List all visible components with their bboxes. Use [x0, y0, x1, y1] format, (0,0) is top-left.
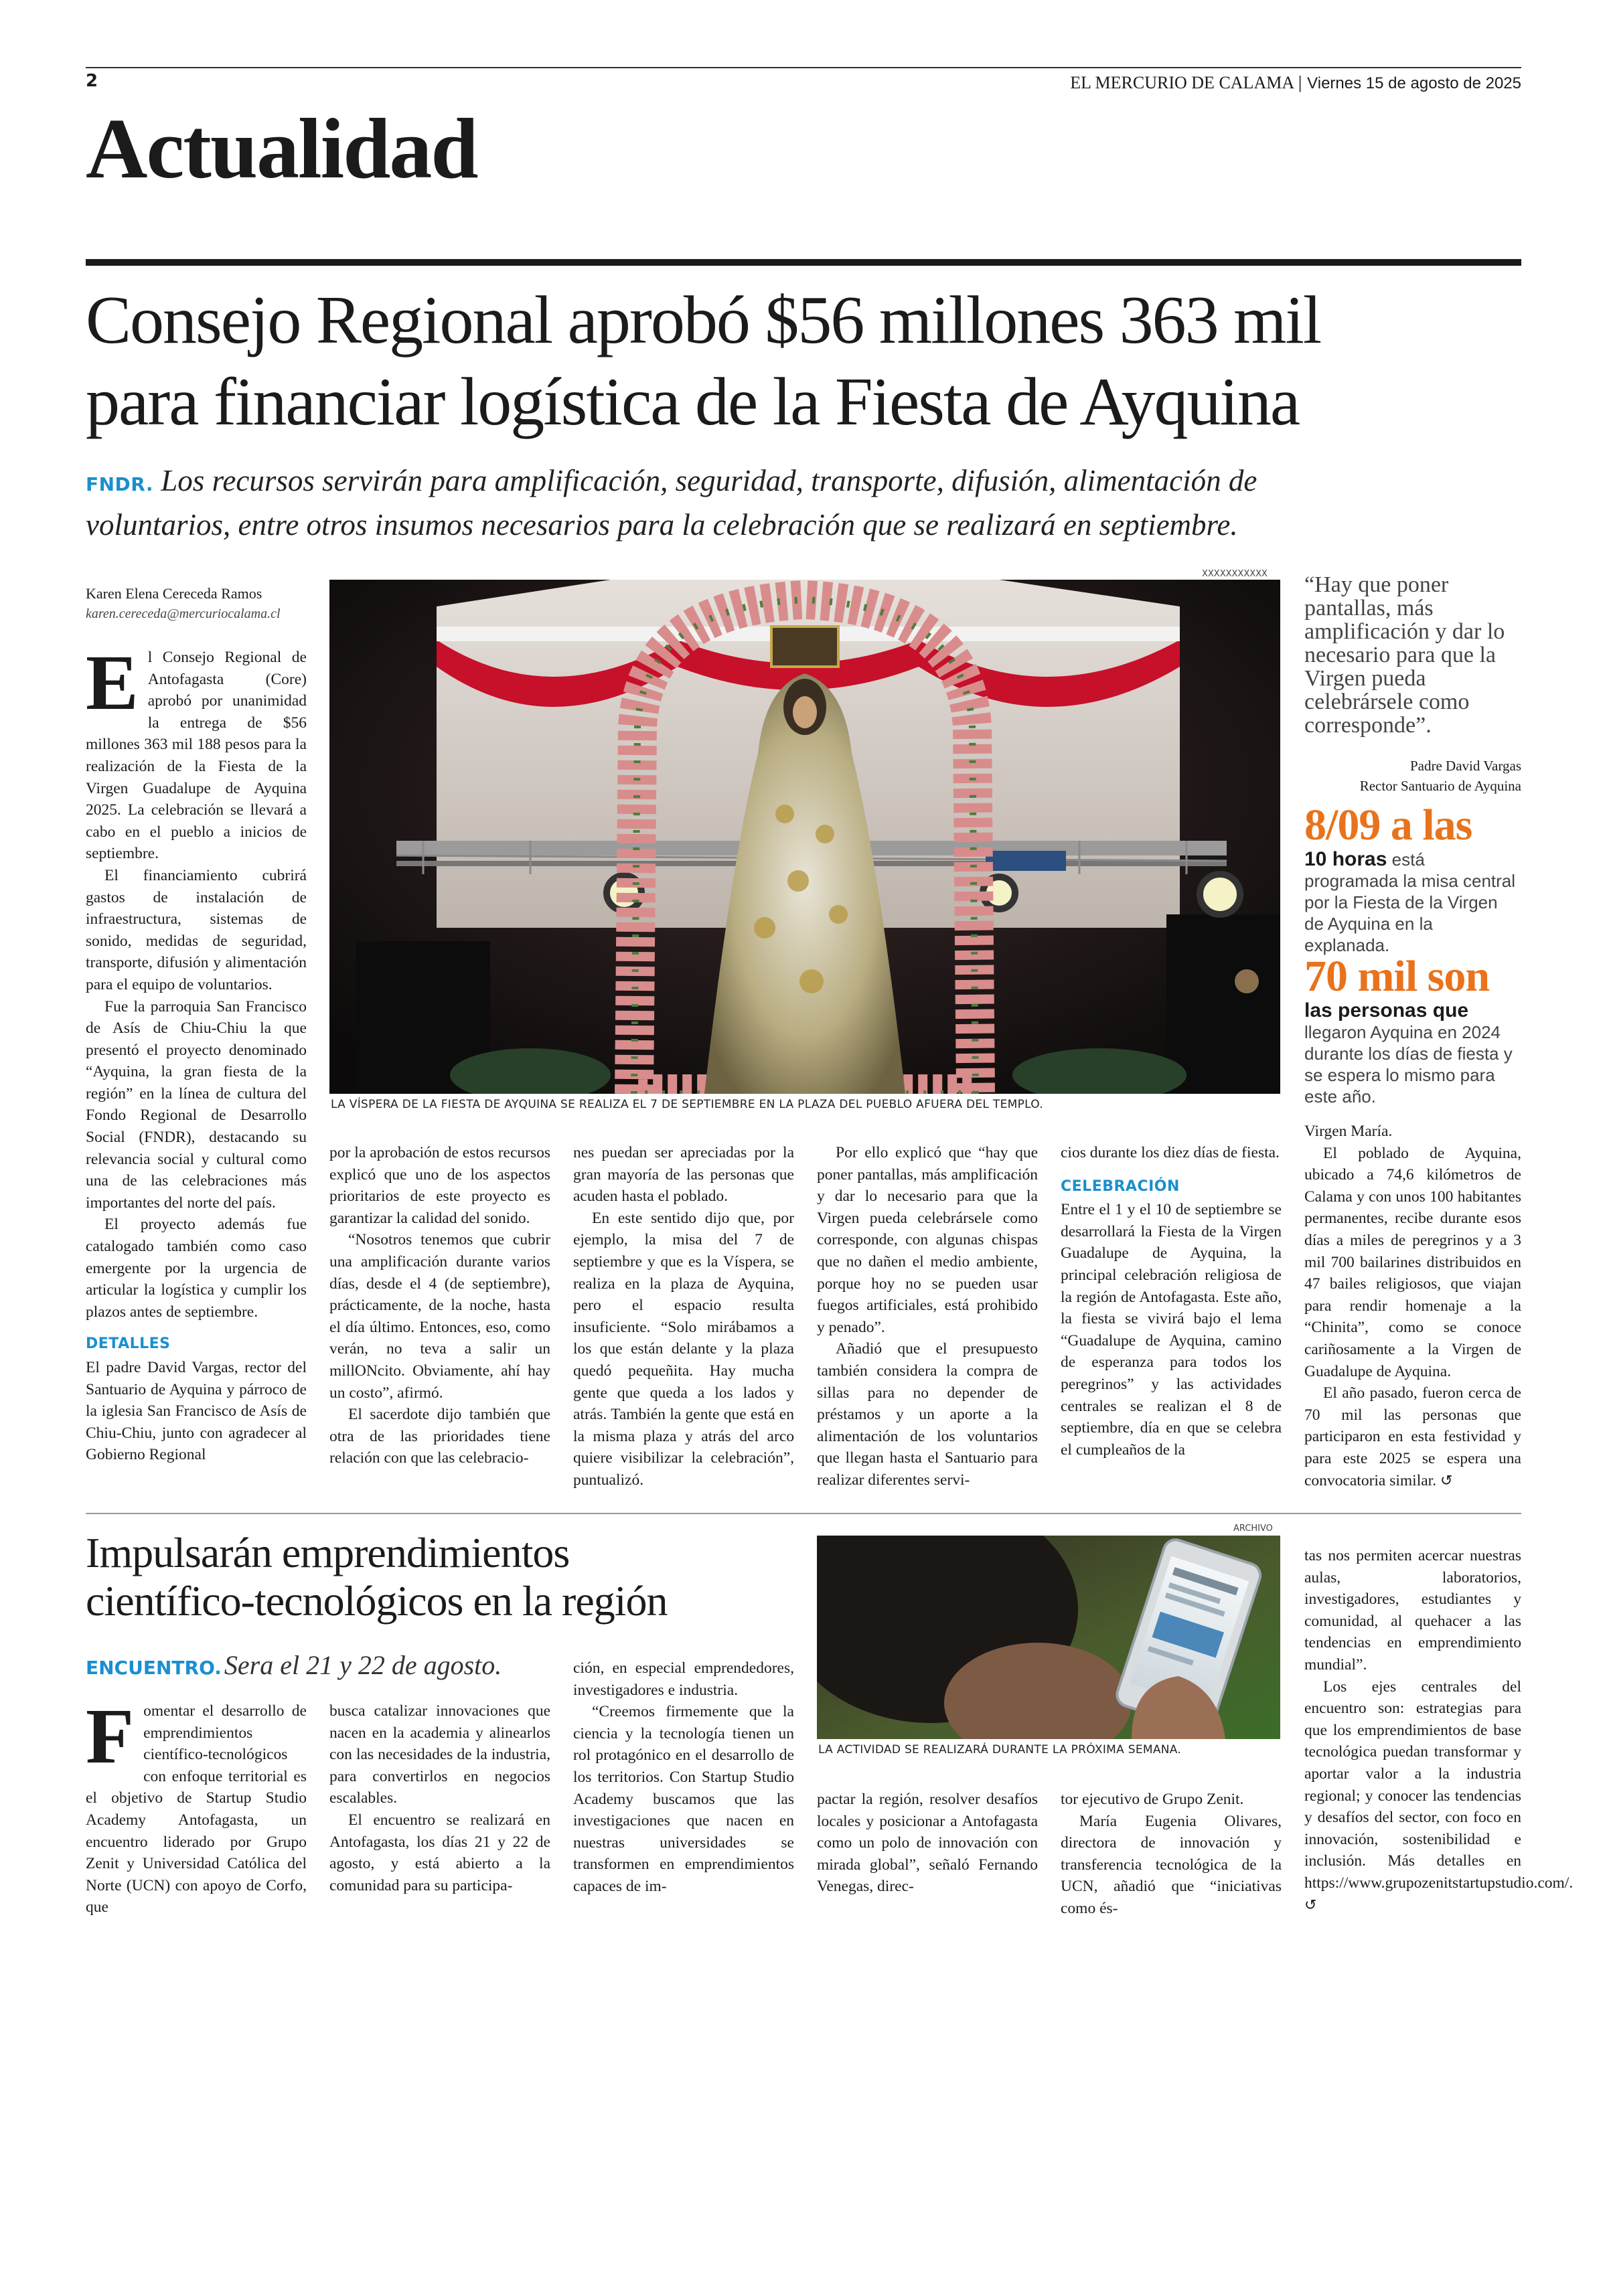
main-photo-caption: LA VÍSPERA DE LA FIESTA DE AYQUINA SE REALIZA EL 7 DE SEPTIEMBRE EN LA PLAZA DEL PUEBLO AFUERA DEL TEMPLO.: [331, 1098, 1044, 1111]
main-col-3: [573, 1142, 794, 1491]
second-kicker: ENCUENTRO.: [86, 1657, 222, 1679]
pull-quote: [1304, 573, 1521, 796]
second-col4-p1: pactar la región, resolver desafíos locales y posicionar a Antofagasta como un polo de innovación con mirada global”, señaló Fernando Venegas, direc-: [817, 1791, 1038, 1896]
main-headline: [86, 280, 1525, 443]
main-deck-line2: voluntarios, entre otros insumos necesarios para la celebración que se realizará en septiembre.: [86, 508, 1238, 542]
second-headline-line2: científico-tecnológicos en la región: [86, 1577, 668, 1625]
second-col-6: [1304, 1545, 1574, 1916]
fact-date-big: 8/09 a las: [1304, 801, 1472, 849]
second-headline: [86, 1529, 822, 1625]
main-col4-p1: Por ello explicó que “hay que poner pantallas, más amplificación y dar lo necesario para que la Virgen pueda celebrársele como corresponde, con algunas chispas que no dañen el medio ambiente, porque hoy no se pueden usar fuegos artificiales, está prohibido y penado”.: [817, 1144, 1038, 1336]
main-col1-p2: El financiamiento cubrirá gastos de instalación de infraestructura, sistemas de sonido, medidas de seguridad, transporte, difusión y alimentación para el equipo de voluntarios.: [86, 866, 307, 993]
main-dropcap: E: [86, 639, 139, 726]
fact-box-date: [1304, 802, 1521, 956]
fact-date-bold: 10 horas: [1304, 848, 1387, 870]
main-col6-p1: Virgen María.: [1304, 1123, 1393, 1140]
masthead-separator: |: [1298, 72, 1308, 92]
main-col1-p4: El proyecto además fue catalogado también como caso emergente por la urgencia de articular la logística y cumplir los plazos antes de septiembre.: [86, 1216, 307, 1321]
main-col-6: [1304, 1121, 1521, 1492]
main-photo-virgin-ayquina: [329, 580, 1280, 1094]
main-headline-line2: para financiar logística de la Fiesta de Ayquina: [86, 364, 1300, 440]
second-col-1: [86, 1692, 307, 1918]
page-number: 2: [86, 71, 98, 91]
pull-quote-name: Padre David Vargas: [1409, 758, 1521, 774]
author-name: Karen Elena Cereceda Ramos: [86, 585, 262, 602]
second-col-5: [1061, 1789, 1282, 1920]
second-col-2: [329, 1700, 550, 1896]
main-photo-image: [329, 580, 1280, 1094]
fact-attendance-text: llegaron Ayquina en 2024 durante los días de fiesta y se espera lo mismo para este año.: [1304, 1022, 1513, 1106]
main-photo-credit: XXXXXXXXXXX: [1202, 569, 1268, 579]
main-col-4: [817, 1142, 1038, 1491]
main-col2-p1: por la aprobación de estos recursos explicó que uno de los aspectos prioritarios de este proyecto es garantizar la calidad del sonido.: [329, 1144, 550, 1227]
main-col-2: [329, 1142, 550, 1469]
fact-attendance-big: 70 mil son: [1304, 952, 1490, 1001]
second-story-end-icon: ↺: [1304, 1896, 1317, 1914]
author-email[interactable]: karen.cereceda@mercuriocalama.cl: [86, 606, 281, 621]
main-headline-line1: Consejo Regional aprobó $56 millones 363 mil: [86, 282, 1321, 358]
second-col3-p1: ción, en especial emprendedores, investigadores e industria.: [573, 1659, 794, 1699]
pull-quote-text: “Hay que poner pantallas, más amplificación y dar lo necesario para que la Virgen pueda celebrársele como corresponde”.: [1304, 572, 1505, 738]
main-col-5: [1061, 1142, 1282, 1461]
second-photo-credit: ARCHIVO: [1233, 1524, 1273, 1534]
main-col6-p2: El poblado de Ayquina, ubicado a 74,6 kilómetros de Calama y con unos 100 habitantes permanentes, recibe durante esos días a miles de peregrinos y a 3 mil 700 bailarines distribuidos en 47 bailes religiosos, que viajan para rendir homenaje a la “Chinita”, como se conoce cariñosamente a la Virgen de Guadalupe de Ayquina.: [1304, 1144, 1521, 1380]
fact-date-text: está programada la misa central por la Fiesta de la Virgen de Ayquina en la explanada.: [1304, 849, 1516, 955]
publication-date: Viernes 15 de agosto de 2025: [1307, 74, 1521, 92]
story-divider: [86, 1513, 1521, 1514]
second-dropcap: F: [86, 1692, 135, 1780]
second-headline-line1: Impulsarán emprendimientos: [86, 1529, 570, 1576]
header-rule: [86, 67, 1521, 68]
main-col3-p2: En este sentido dijo que, por ejemplo, la misa del 7 de septiembre y que es la Víspera, se realiza en la plaza de Ayquina, pero el espacio resulta insuficiente. “Solo mirábamos a los que están delante y la plaza quedó pequeñita. Hay mucha gente que queda a los lados y atrás. También la gente que está en la misma plaza y atrás del arco quiere visibilizar la celebración”, puntualizó.: [573, 1209, 794, 1489]
second-col6-p1: tas nos permiten acercar nuestras aulas, laboratorios, investigadores, estudiantes y comunidad, al quehacer a las tendencias en emprendimiento mundial”.: [1304, 1547, 1521, 1673]
main-deck-line1: Los recursos servirán para amplificación, seguridad, transporte, difusión, alimentación de: [161, 464, 1257, 497]
main-col5-p1: cios durante los diez días de fiesta.: [1061, 1144, 1280, 1161]
main-col5-p2: Entre el 1 y el 10 de septiembre se desarrollará la Fiesta de la Virgen Guadalupe de Ayquina, la principal celebración religiosa de la región de Antofagasta. Este año, la fiesta se vivirá bajo el lema “Guadalupe de Ayquina, camino de esperanza para todos los peregrinos” y las actividades centrales se realizan el 8 de septiembre, día en que se celebra el cumpleaños de la: [1061, 1201, 1282, 1459]
fact-box-attendance: [1304, 953, 1521, 1107]
second-col6-p2[interactable]: Los ejes centrales del encuentro son: estrategias para que los emprendimientos de base tecnológica puedan transformar y aportar valor a la industria regional; y conocer las tendencias y desafíos del sector, con foco en innovación, sostenibilidad e inclusión. Más detalles en https://www.grupozenitstartupstudio.com/.: [1304, 1677, 1574, 1892]
second-deck: [86, 1649, 568, 1681]
second-col5-p2: María Eugenia Olivares, directora de innovación y transferencia tecnológica de la UCN, añadió que “iniciativas como és-: [1061, 1812, 1282, 1917]
pull-quote-role: Rector Santuario de Ayquina: [1359, 778, 1521, 794]
fact-attendance-bold: las personas que: [1304, 999, 1469, 1021]
subhead-detalles: DETALLES: [86, 1335, 171, 1353]
second-col-3: [573, 1657, 794, 1898]
main-kicker: FNDR.: [86, 473, 154, 495]
second-photo-image: [817, 1536, 1280, 1739]
second-col2-p1: busca catalizar innovaciones que nacen en la academia y alinearlos con las necesidades de la industria, para convertirlos en negocios escalables.: [329, 1702, 550, 1807]
second-deck-text: Sera el 21 y 22 de agosto.: [224, 1650, 502, 1680]
second-col-4: [817, 1789, 1038, 1898]
second-col5-p1: tor ejecutivo de Grupo Zenit.: [1061, 1791, 1244, 1808]
second-photo-phone: [817, 1536, 1280, 1739]
second-col1-p1: omentar el desarrollo de emprendimientos científico-tecnológicos con enfoque territorial es el objetivo de Startup Studio Academy Antofagasta, un encuentro liderado por Grupo Zenit y Universidad Católica del Norte (UCN) con apoyo de Corfo, que: [86, 1702, 307, 1916]
publication-name: EL MERCURIO DE CALAMA: [1070, 73, 1294, 92]
main-col2-p3: El sacerdote dijo también que otra de las prioridades tiene relación con que las celebracio-: [329, 1406, 550, 1467]
story-end-icon: ↺: [1440, 1472, 1453, 1489]
second-col3-p2: “Creemos firmemente que la ciencia y la tecnología tienen un rol protagónico en el desarrollo de los territorios. Con Startup Studio Academy buscamos que las investigaciones que nacen en nuestras universidades se transformen en emprendimientos capaces de im-: [573, 1703, 794, 1895]
main-col1-p1: l Consejo Regional de Antofagasta (Core) aprobó por unanimidad la entrega de $56 millones 363 mil 188 pesos para la realización de la Fiesta de la Virgen Guadalupe de Ayquina 2025. La celebración se llevará a cabo en el pueblo a inicios de septiembre.: [86, 649, 307, 863]
masthead-line: [1070, 72, 1521, 93]
headline-top-rule: [86, 259, 1521, 266]
main-col3-p1: nes puedan ser apreciadas por la gran mayoría de las personas que acuden hasta el poblado.: [573, 1144, 794, 1206]
second-photo-caption: LA ACTIVIDAD SE REALIZARÁ DURANTE LA PRÓXIMA SEMANA.: [818, 1743, 1182, 1756]
main-col-1: [86, 639, 307, 1466]
main-col2-p2: “Nosotros tenemos que cubrir una amplificación durante varios días, desde el 4 (de septiembre), prácticamente, de la noche, hasta el día último. Entonces, eso, como verán, no teva a salir un millONcito. Obviamente, ahí hay un costo”, afirmó.: [329, 1231, 550, 1402]
main-col1-p5: El padre David Vargas, rector del Santuario de Ayquina y párroco de la iglesia San Francisco de Asís de Chiu-Chiu, junto con agradecer al Gobierno Regional: [86, 1359, 307, 1464]
subhead-celebracion: CELEBRACIÓN: [1061, 1177, 1180, 1195]
second-col2-p2: El encuentro se realizará en Antofagasta, los días 21 y 22 de agosto, y está abierto a la comunidad para su participa-: [329, 1811, 550, 1894]
main-col4-p2: Añadió que el presupuesto también considera la compra de sillas para no depender de préstamos y un aporte a la alimentación de los voluntarios que llegan hasta el Santuario para realizar diferentes servi-: [817, 1340, 1038, 1489]
main-deck: [86, 461, 1525, 545]
main-col6-p3: El año pasado, fueron cerca de 70 mil las personas que participaron en esta festividad y para este 2025 se espera una convocatoria similar.: [1304, 1384, 1521, 1489]
main-col1-p3: Fue la parroquia San Francisco de Asís de Chiu-Chiu la que presentó el proyecto denominado “Ayquina, la gran fiesta de la región” en la línea de cultura del Fondo Regional de Desarrollo Social (FNDR), destacando su relevancia social y cultural como una de las celebraciones más importantes del norte del país.: [86, 997, 307, 1212]
section-title: Actualidad: [86, 101, 477, 196]
